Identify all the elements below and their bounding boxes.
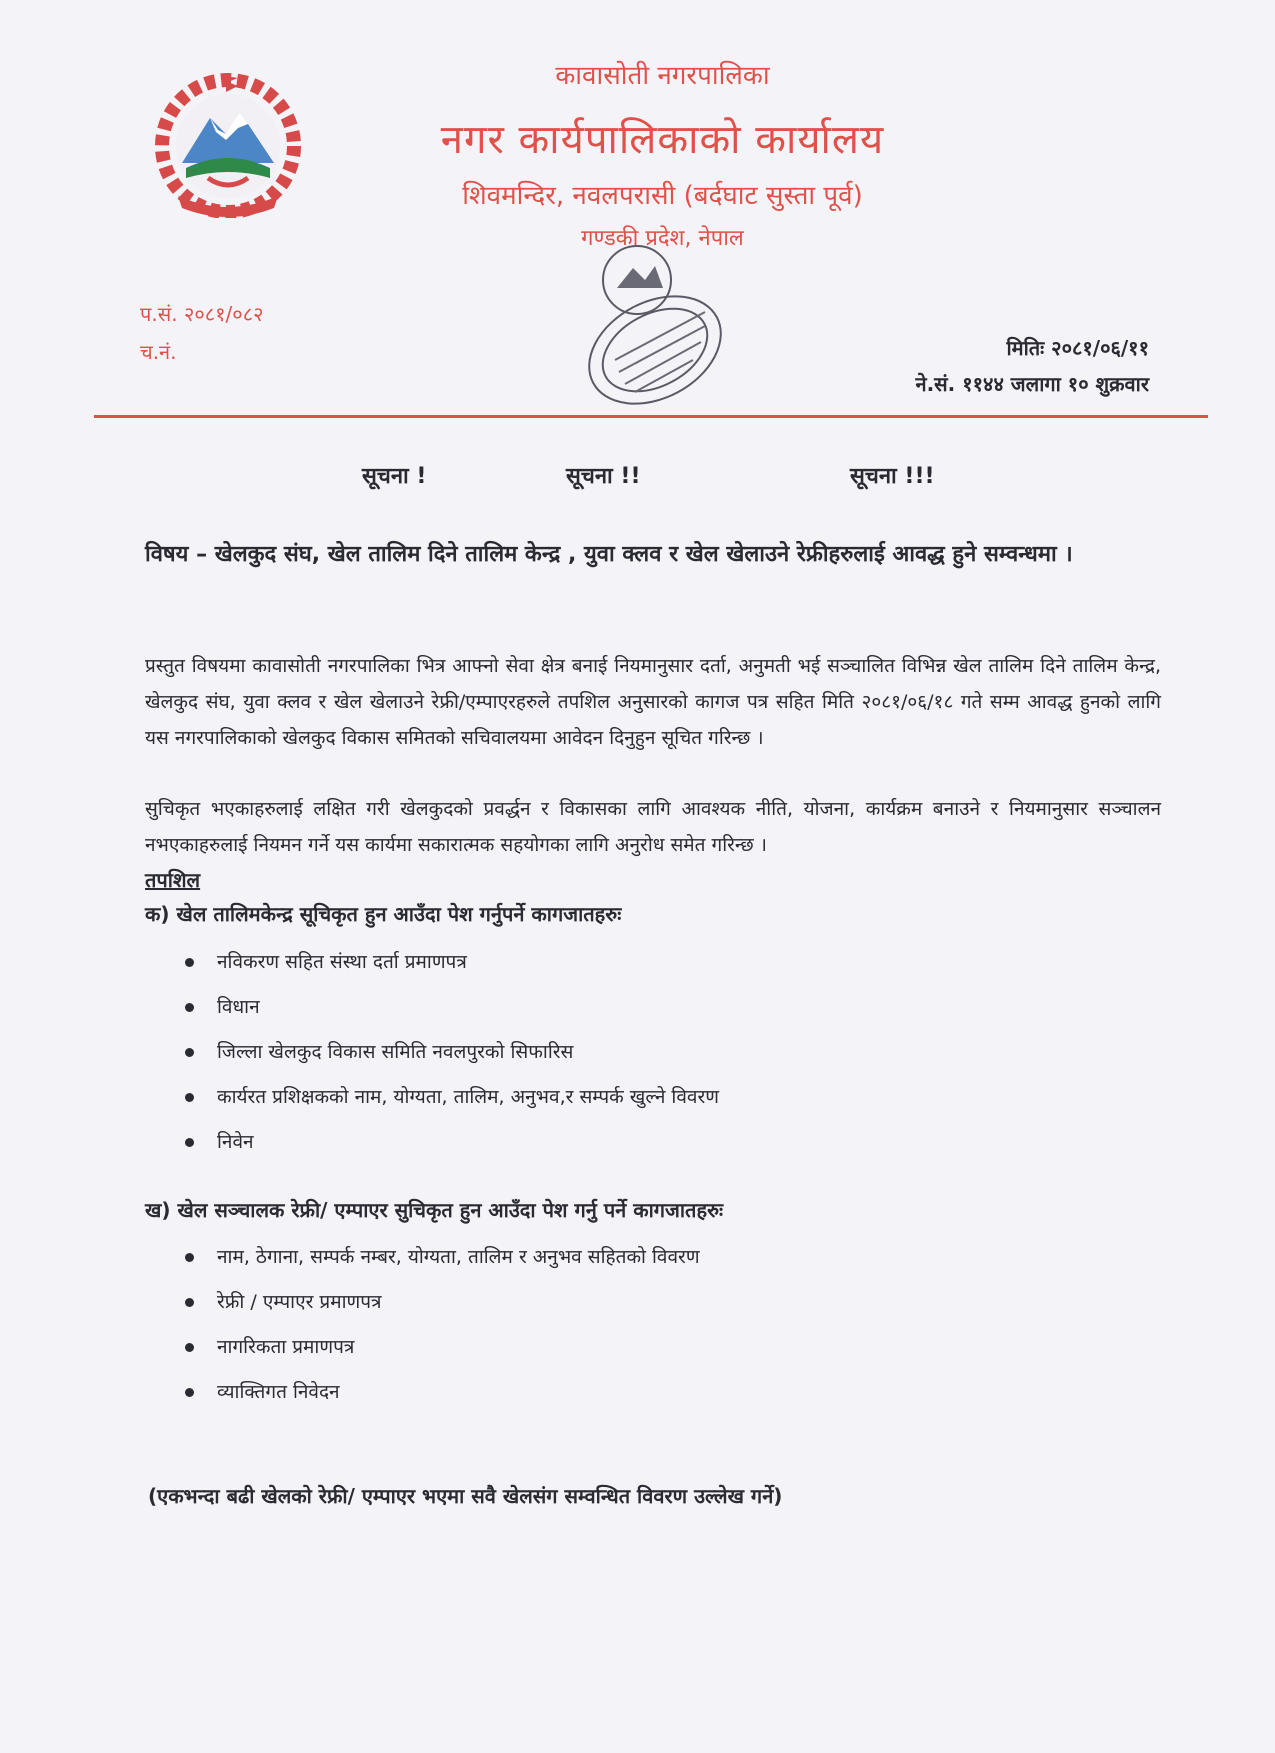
subject-line: विषय – खेलकुद संघ, खेल तालिम दिने तालिम केन्द्र , युवा क्लव र खेल खेलाउने रेफ्रीहरुलाई आवद्ध हुने सम्वन्धमा । [145,542,1073,567]
list-item: व्याक्तिगत निवेदन [185,1370,700,1415]
list-item: जिल्ला खेलकुद विकास समिति नवलपुरको सिफारिस [185,1030,719,1075]
body-paragraph-2: सुचिकृत भएकाहरुलाई लक्षित गरी खेलकुदको प्रवर्द्धन र विकासका लागि आवश्यक नीति, योजना, कार्यक्रम बनाउने र नियमानुसार सञ्चालन नभएकाहरुलाई नियमन गर्ने यस कार्यमा सकारात्मक सहयोगका लागि अनुरोध समेत गरिन्छ । [145,798,1161,856]
footnote: (एकभन्दा बढी खेलको रेफ्री/ एम्पाएर भएमा सवै खेलसंग सम्वन्धित विवरण उल्लेख गर्ने) [148,1484,783,1508]
header-divider [94,415,1208,418]
list-item: नाम, ठेगाना, सम्पर्क नम्बर, योग्यता, तालिम र अनुभव सहितको विवरण [185,1235,700,1280]
details-label: तपशिल [145,868,201,892]
notice-heading-1: सूचना ! [362,464,427,489]
list-item: रेफ्री / एम्पाएर प्रमाणपत्र [185,1280,700,1325]
office-address: शिवमन्दिर, नवलपरासी (बर्दघाट सुस्ता पूर्व) [462,181,863,211]
section-b-list [185,1235,700,1415]
notice-heading-3: सूचना !!! [850,464,935,489]
section-a-list [185,940,719,1165]
municipality-name: कावासोती नगरपालिका [555,61,770,91]
fiscal-number: प.सं. २०८१/०८२ [140,302,264,326]
office-name: नगर कार्यपालिकाको कार्यालय [440,117,885,163]
province-name: गण्डकी प्रदेश, नेपाल [581,226,744,251]
body-paragraph-1: प्रस्तुत विषयमा कावासोती नगरपालिका भित्र आफ्नो सेवा क्षेत्र बनाई नियमानुसार दर्ता, अनुमती भई सञ्चालित विभिन्न खेल तालिम दिने तालिम केन्द्र, खेलकुद संघ, युवा क्लव र खेल खेलाउने रेफ्री/एम्पाएरहरुले तपशिल अनुसारको कागज पत्र सहित मिति २०८१/०६/१८ गते सम्म आवद्ध हुनको लागि यस नगरपालिकाको खेलकुद विकास समितको सचिवालयमा आवेदन दिनुहुन सूचित गरिन्छ । [145,655,1161,749]
list-item: विधान [185,985,719,1030]
section-a-heading: क) खेल तालिमकेन्द्र सूचिकृत हुन आउँदा पेश गर्नुपर्ने कागजातहरुः [145,902,622,926]
date-bs: मितिः २०८१/०६/११ [1006,336,1149,360]
dispatch-number: च.नं. [140,340,177,364]
date-nepal-sambat: ने.सं. ११४४ जलागा १० शुक्रवार [915,372,1149,396]
list-item: निवेन [185,1120,719,1165]
section-b-heading: ख) खेल सञ्चालक रेफ्री/ एम्पाएर सुचिकृत हुन आउँदा पेश गर्नु पर्ने कागजातहरुः [145,1198,724,1222]
list-item: नागरिकता प्रमाणपत्र [185,1325,700,1370]
list-item: कार्यरत प्रशिक्षकको नाम, योग्यता, तालिम, अनुभव,र सम्पर्क खुल्ने विवरण [185,1075,719,1120]
office-seal-stamp [555,240,755,410]
notice-heading-2: सूचना !! [566,464,641,489]
list-item: नविकरण सहित संस्था दर्ता प्रमाणपत्र [185,940,719,985]
